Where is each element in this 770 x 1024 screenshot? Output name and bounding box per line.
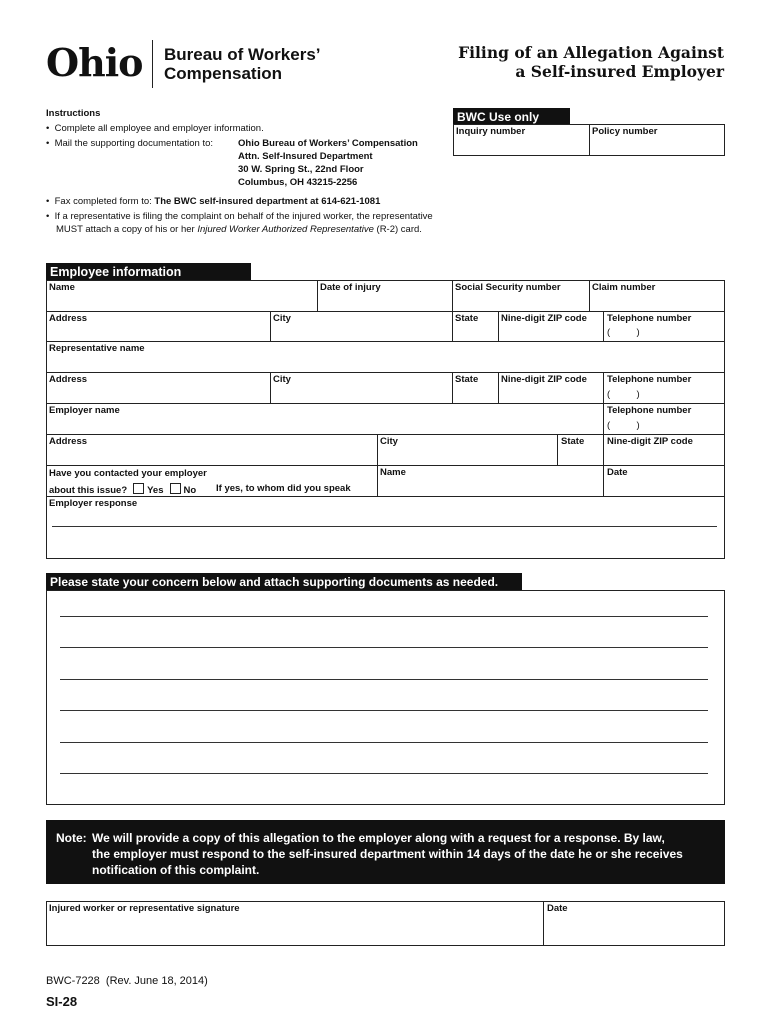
- response-line: [52, 526, 717, 527]
- no-checkbox[interactable]: [170, 483, 181, 494]
- employer-address-field[interactable]: [47, 435, 376, 464]
- note-label: Note:: [56, 831, 87, 845]
- employer-state-label: State: [561, 436, 585, 447]
- rep-zip-label: Nine-digit ZIP code: [501, 374, 587, 385]
- employee-telephone-label: Telephone number: [607, 313, 692, 324]
- employer-name-label: Employer name: [49, 405, 120, 416]
- signature-date-label: Date: [547, 903, 568, 914]
- rep-address-label: Address: [49, 374, 88, 385]
- yes-checkbox[interactable]: [133, 483, 144, 494]
- concern-line: [60, 647, 708, 648]
- mail-address-line3: 30 W. Spring St., 22nd Floor: [238, 164, 364, 175]
- no-label: No: [183, 485, 197, 496]
- note-line3: notification of this complaint.: [92, 863, 260, 877]
- contacted-employer-row2: [49, 483, 196, 496]
- bureau-name-line1: Bureau of Workers’: [164, 45, 321, 64]
- employee-zip-label: Nine-digit ZIP code: [501, 313, 587, 324]
- ohio-logo: [46, 40, 143, 86]
- employee-phone-area: ( ): [607, 327, 640, 338]
- employee-city-field[interactable]: [271, 312, 451, 340]
- mail-address-line4: Columbus, OH 43215-2256: [238, 177, 358, 188]
- employee-name-field[interactable]: [47, 281, 316, 310]
- if-yes-label: If yes, to whom did you speak: [216, 483, 351, 494]
- employer-city-field[interactable]: [378, 435, 556, 464]
- contacted-employer-label-line1: Have you contacted your employer: [49, 468, 207, 479]
- representative-name-label: Representative name: [49, 343, 145, 354]
- instruction-bullet-3: • Fax completed form to: The BWC self-insured department at 614-621-1081: [46, 196, 381, 207]
- employer-zip-label: Nine-digit ZIP code: [607, 436, 693, 447]
- employee-info-heading: Employee information: [46, 263, 251, 280]
- employee-address-label: Address: [49, 313, 88, 324]
- rep-instruction-line1: If a representative is filing the complaint on behalf of the injured worker, the representative: [54, 211, 433, 222]
- claim-number-label: Claim number: [592, 282, 656, 293]
- note-box: [46, 820, 725, 884]
- contact-name-label: Name: [380, 467, 406, 478]
- concern-line: [60, 679, 708, 680]
- mail-address-line1: Ohio Bureau of Workers’ Compensation: [238, 138, 418, 149]
- contact-date-label: Date: [607, 467, 628, 478]
- rep-state-label: State: [455, 374, 479, 385]
- employer-telephone-label: Telephone number: [607, 405, 692, 416]
- yes-label: Yes: [147, 485, 164, 496]
- rep-phone-area: ( ): [607, 389, 640, 400]
- employer-response-field[interactable]: [47, 497, 724, 558]
- policy-number-label: Policy number: [592, 126, 658, 137]
- concern-line: [60, 710, 708, 711]
- form-id: BWC-7228 (Rev. June 18, 2014): [46, 975, 208, 987]
- signature-label: Injured worker or representative signature: [49, 903, 240, 914]
- form-title-line1: Filing of an Allegation Against: [458, 43, 724, 62]
- employer-name-field[interactable]: [47, 404, 602, 433]
- representative-name-field[interactable]: [47, 342, 724, 371]
- mail-address-line2: Attn. Self-Insured Department: [238, 151, 373, 162]
- inquiry-number-label: Inquiry number: [456, 126, 526, 137]
- date-of-injury-label: Date of injury: [320, 282, 381, 293]
- signature-date-field[interactable]: [544, 902, 724, 945]
- rep-instruction-line2c: (R-2) card.: [376, 224, 422, 235]
- concern-line: [60, 742, 708, 743]
- ssn-label: Social Security number: [455, 282, 561, 293]
- employer-city-label: City: [380, 436, 398, 447]
- employer-address-label: Address: [49, 436, 88, 447]
- form-title-line2: a Self-insured Employer: [515, 62, 724, 81]
- concern-line: [60, 616, 708, 617]
- employer-phone-area: ( ): [607, 420, 640, 431]
- bwc-use-heading: BWC Use only: [453, 108, 570, 124]
- rep-telephone-label: Telephone number: [607, 374, 692, 385]
- concern-line: [60, 773, 708, 774]
- instruction-bullet-2: • Mail the supporting documentation to: Ohio Bureau of Workers’ Compensation Attn. Self-Insured Department 30 W. Spring St., 22nd Floor Columbus, OH 43215-2256: [46, 138, 418, 188]
- note-line1: We will provide a copy of this allegation to the employer along with a request for a response. By law,: [92, 831, 665, 845]
- employee-name-label: Name: [49, 282, 75, 293]
- form-code: SI-28: [46, 994, 78, 1009]
- rep-instruction-line2a: MUST attach a copy of his or her: [56, 224, 195, 235]
- employee-city-label: City: [273, 313, 291, 324]
- concern-heading: Please state your concern below and attach supporting documents as needed.: [46, 573, 522, 590]
- instruction-bullet-4-cont: [46, 223, 456, 236]
- fax-prefix: Fax completed form to:: [54, 196, 152, 207]
- rep-instruction-line2b: Injured Worker Authorized Representative: [197, 224, 374, 235]
- contacted-employer-label-line2: about this issue?: [49, 485, 128, 496]
- instruction-bullet-4: • If a representative is filing the complaint on behalf of the injured worker, the representative: [46, 211, 433, 222]
- employer-response-label: Employer response: [49, 498, 138, 509]
- bureau-name-line2: Compensation: [164, 64, 283, 83]
- note-line2: the employer must respond to the self-insured department within 14 days of the date he or she receives: [92, 847, 683, 861]
- instructions-heading: Instructions: [46, 108, 101, 119]
- rep-city-field[interactable]: [271, 373, 451, 402]
- rep-city-label: City: [273, 374, 291, 385]
- contact-name-field[interactable]: [378, 466, 602, 495]
- instruction-text-2: Mail the supporting documentation to:: [54, 138, 214, 149]
- logo-divider: [152, 40, 153, 88]
- instruction-text-1: Complete all employee and employer information.: [54, 123, 264, 134]
- instructions-block: [46, 107, 456, 236]
- ohio-logo-text: Ohio: [46, 40, 143, 85]
- instruction-bullet-1: • Complete all employee and employer information.: [46, 123, 264, 134]
- employee-state-label: State: [455, 313, 479, 324]
- fax-number: The BWC self-insured department at 614-621-1081: [154, 196, 381, 207]
